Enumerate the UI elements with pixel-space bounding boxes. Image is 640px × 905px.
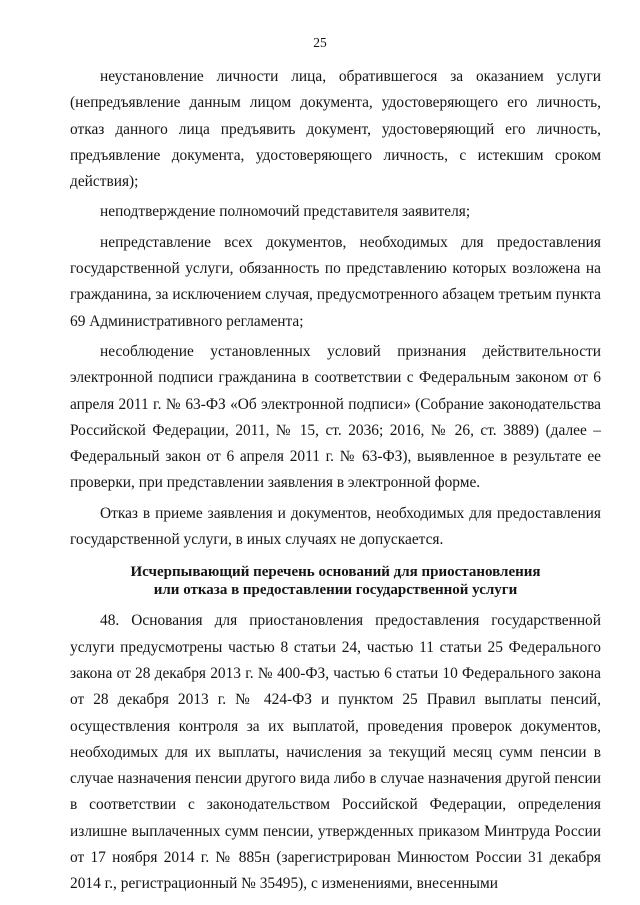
document-body [70, 64, 601, 898]
paragraph-authority-not-confirmed: неподтверждение полномочий представителя заявителя; [100, 203, 471, 221]
paragraph-48: 48. Основания для приостановления предоставления государственной услуги предусмотрены частью 8 статьи 24, частью 11 статьи 25 Федерального закона от 28 декабря 2013 г. № 400-ФЗ, частью 6 статьи 10 Федерального закона от 28 декабря 2013 г. № 424-ФЗ и пунктом 25 Правил выплаты пенсий, осуществления контроля за их выплатой, проведения проверок документов, необходимых для их выплаты, начисления за текущий месяц сумм пенсии в случае назначения пенсии другого вида либо в случае назначения другой пенсии в соответствии с законодательством Российской Федерации, определения излишне выплаченных сумм пенсии, утвержденных приказом Минтруда России от 17 ноября 2014 г. № 885н (зарегистрирован Минюстом России 31 декабря 2014 г., регистрационный № 35495), с изменениями, внесенными [70, 612, 601, 893]
paragraph-electronic-signature: несоблюдение установленных условий признания действительности электронной подписи гражданина в соответствии с Федеральным законом от 6 апреля 2011 г. № 63-ФЗ «Об электронной подписи» (Собрание законодательства Российской Федерации, 2011, № 15, ст. 2036; 2016, № 26, ст. 3889) (далее – Федеральный закон от 6 апреля 2011 г. № 63-ФЗ), выявленное в результате ее проверки, при представлении заявления в электронной форме. [70, 342, 601, 492]
paragraph-identity-not-established: неустановление личности лица, обратившегося за оказанием услуги (непредъявление данным лицом документа, удостоверяющего его личность, отказ данного лица предъявить документ, удостоверяющий его личность, предъявление документа, удостоверяющего личность, с истекшим сроком действия); [70, 68, 601, 191]
paragraph-documents-not-submitted: непредставление всех документов, необходимых для предоставления государственной услуги, обязанность по представлению которых возложена на гражданина, за исключением случая, предусмотренного абзацем третьим пункта 69 Административного регламента; [70, 233, 601, 330]
section-heading-line-1: Исчерпывающий перечень оснований для приостановления [130, 564, 541, 581]
page-number: 25 [313, 35, 327, 50]
section-heading-line-2: или отказа в предоставлении государственной услуги [153, 582, 518, 599]
paragraph-refusal-not-allowed: Отказ в приеме заявления и документов, необходимых для предоставления государственной услуги, в иных случаях не допускается. [70, 504, 601, 549]
section-heading [70, 563, 601, 599]
